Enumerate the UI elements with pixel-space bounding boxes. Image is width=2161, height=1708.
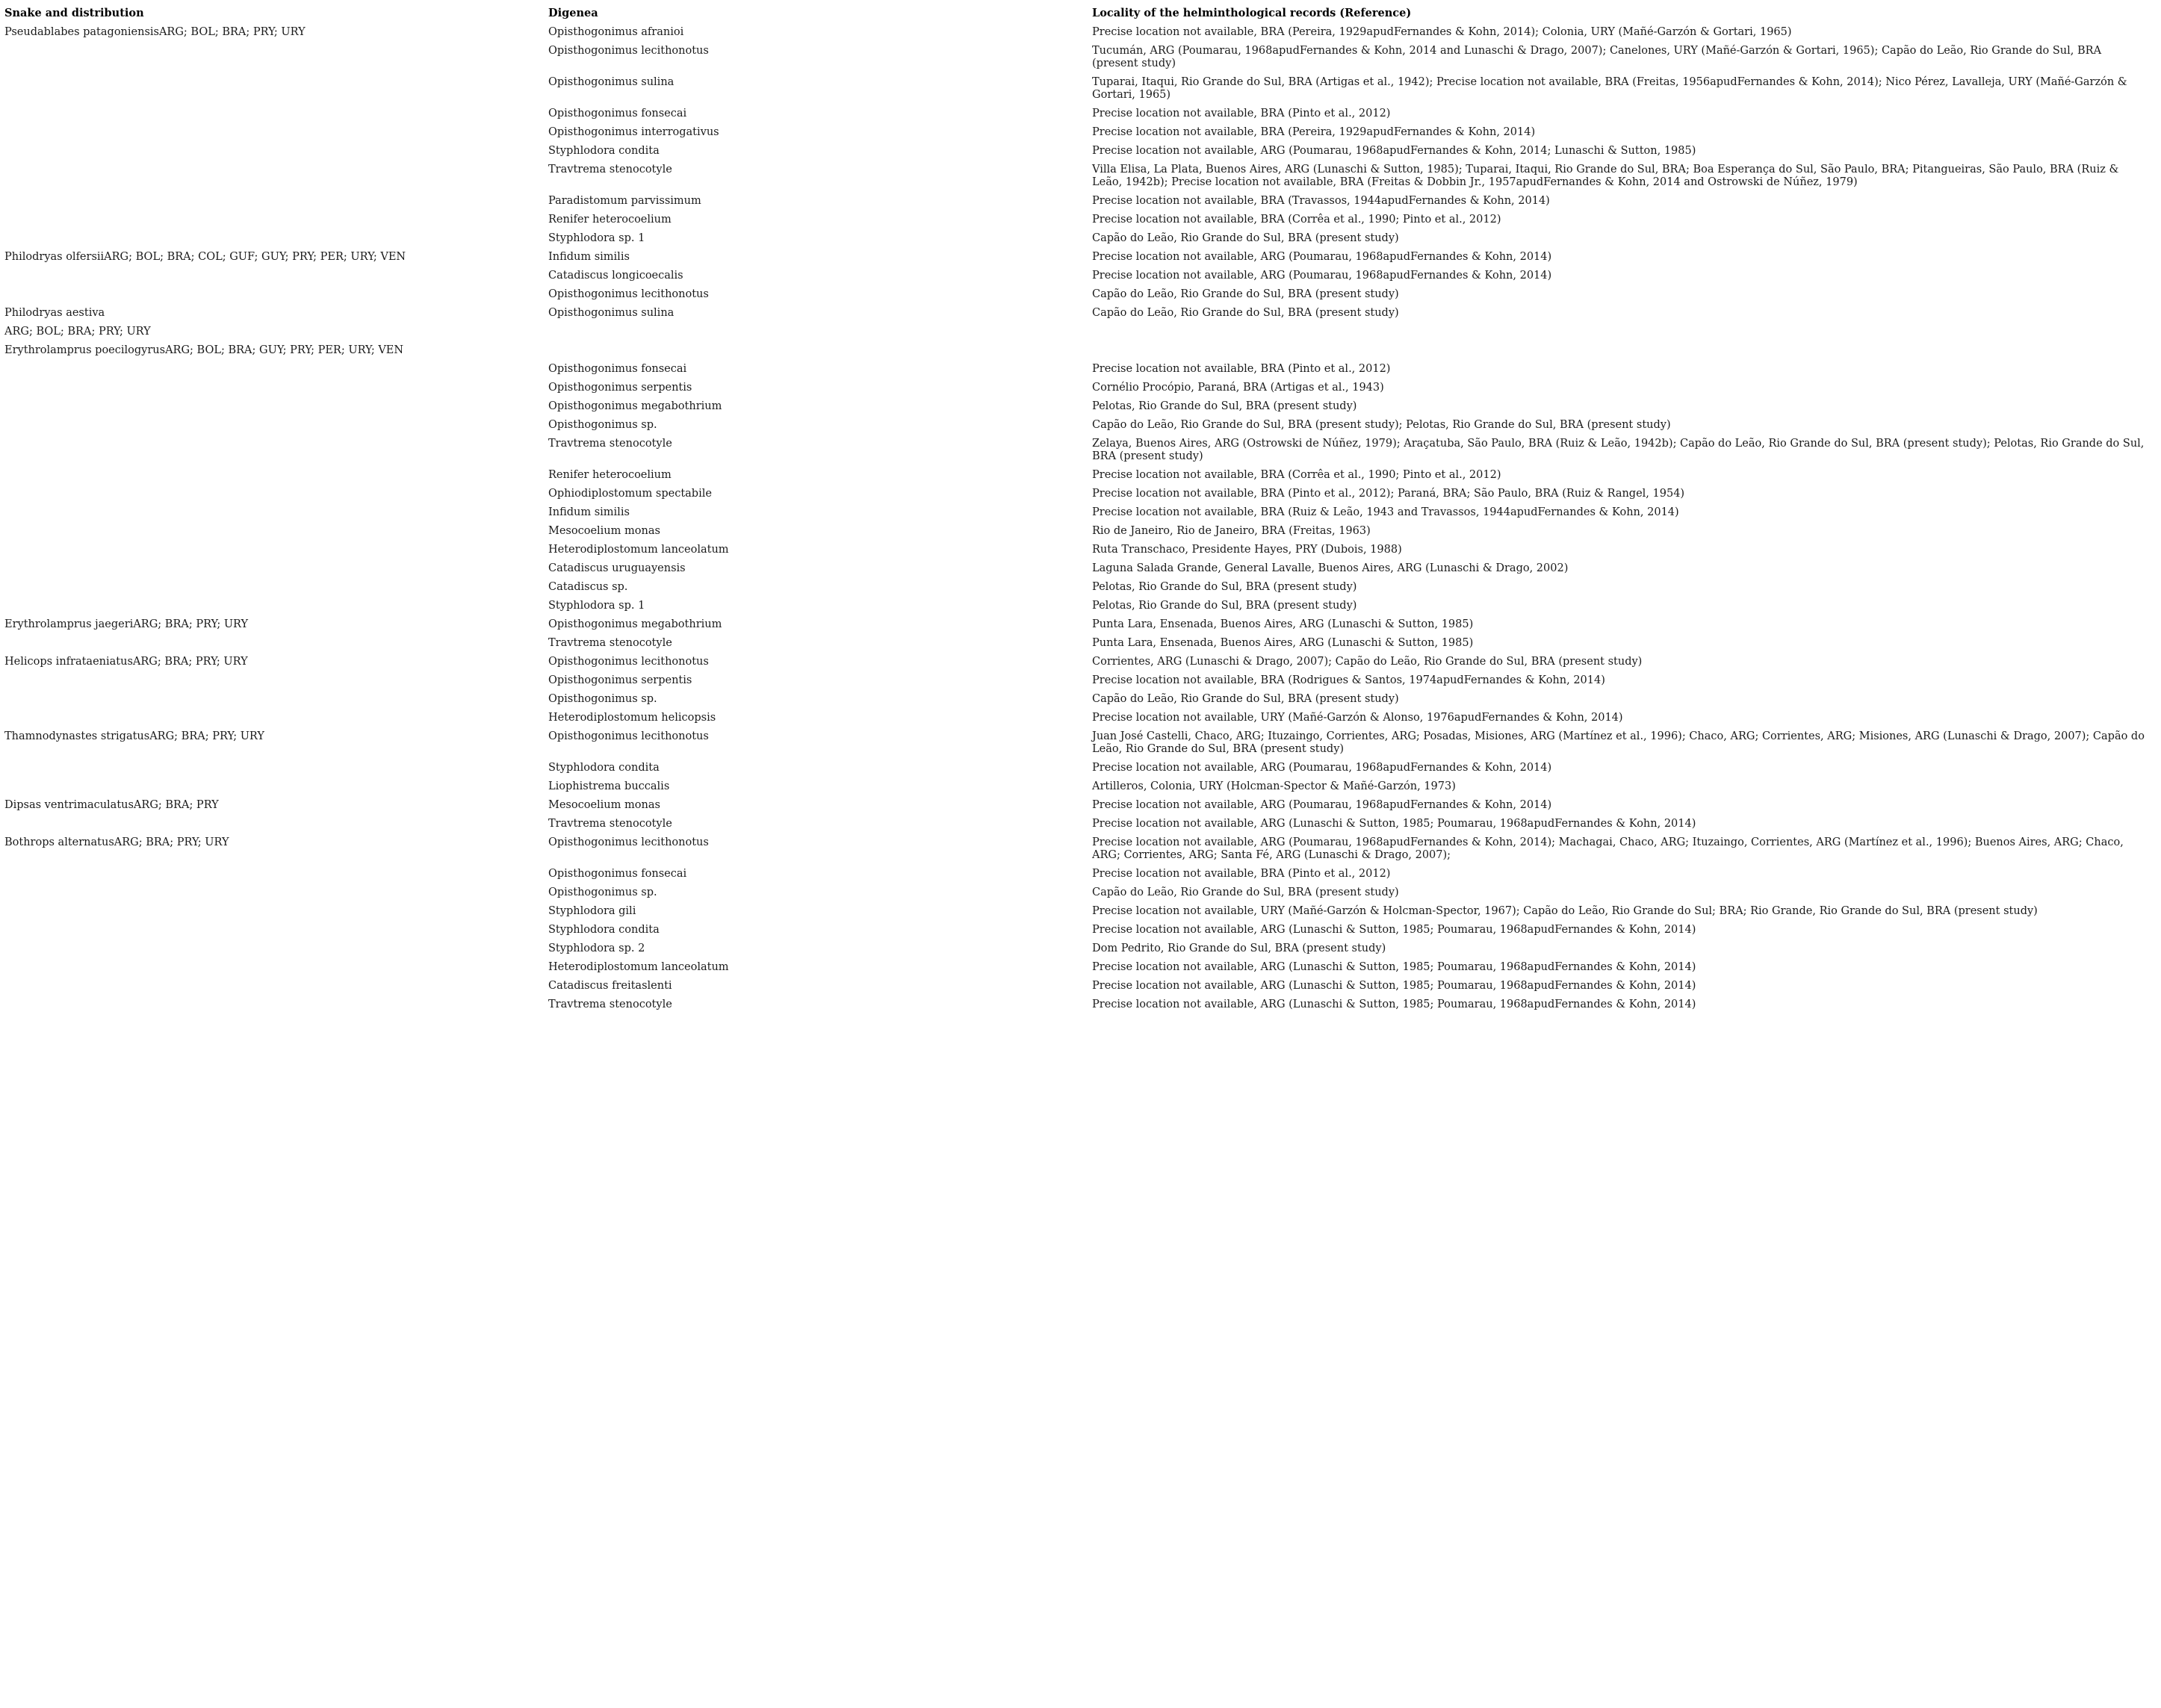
digenea-cell: Opisthogonimus lecithonotus (548, 656, 709, 668)
digenea-cell: Opisthogonimus megabothrium (548, 618, 722, 630)
snake-cell (4, 690, 548, 709)
locality-cell: Zelaya, Buenos Aires, ARG (Ostrowski de Núñez, 1979); Araçatuba, São Paulo, BRA (Ruiz & Leão, 1942b); Capão do Leão, Rio Grande do Sul, BRA (present study); Pelotas, Rio Grande do Sul, BRA (present study) (1092, 438, 2145, 462)
table-row (4, 727, 2156, 759)
snake-cell (4, 360, 548, 379)
snake-cell (4, 503, 548, 522)
table-row (4, 634, 2156, 653)
snake-cell: Erythrolamprus poecilogyrusARG; BOL; BRA; GUY; PRY; PER; URY; VEN (4, 344, 404, 356)
table-row (4, 435, 2156, 466)
snake-cell (4, 940, 548, 958)
digenea-cell: Styphlodora condita (548, 924, 660, 936)
snake-cell (4, 958, 548, 977)
table-row (4, 211, 2156, 229)
snake-cell (4, 977, 548, 996)
table-row (4, 709, 2156, 727)
digenea-cell (548, 323, 1092, 341)
locality-cell: Villa Elisa, La Plata, Buenos Aires, ARG (Lunaschi & Sutton, 1985); Tuparai, Itaqui, Rio Grande do Sul, BRA; Boa Esperança do Sul, São Paulo, BRA; Pitangueiras, São Paulo, BRA (Ruiz & Leão, 1942b); Precise location not available, BRA (Freitas & Dobbin Jr., 1957apudFernandes & Kohn, 2014 and Ostrowski de Núñez, 1979) (1092, 164, 2119, 188)
table-row (4, 105, 2156, 123)
snake-cell: Thamnodynastes strigatusARG; BRA; PRY; URY (4, 730, 264, 742)
table-row (4, 323, 2156, 341)
digenea-cell: Opisthogonimus fonsecai (548, 363, 687, 375)
table-row (4, 360, 2156, 379)
snake-cell: Philodryas olfersiiARG; BOL; BRA; COL; GUF; GUY; PRY; PER; URY; VEN (4, 251, 406, 263)
snake-cell (4, 883, 548, 902)
snake-cell: Dipsas ventrimaculatusARG; BRA; PRY (4, 799, 219, 811)
digenea-cell: Opisthogonimus interrogativus (548, 126, 719, 138)
table-row (4, 671, 2156, 690)
snake-cell (4, 578, 548, 597)
digenea-cell: Styphlodora condita (548, 145, 660, 157)
locality-cell: Corrientes, ARG (Lunaschi & Drago, 2007); Capão do Leão, Rio Grande do Sul, BRA (present study) (1092, 656, 1643, 668)
locality-cell: Juan José Castelli, Chaco, ARG; Ituzaingo, Corrientes, ARG; Posadas, Misiones, ARG (Martínez et al., 1996); Chaco, ARG; Corrientes, ARG; Misiones, ARG (Lunaschi & Drago, 2007); Capão do Leão, Rio Grande do Sul, BRA (present study) (1092, 730, 2145, 755)
locality-cell: Precise location not available, BRA (Corrêa et al., 1990; Pinto et al., 2012) (1092, 214, 1501, 226)
header-digenea: Digenea (548, 7, 598, 19)
snake-cell: Philodryas aestiva (4, 307, 105, 319)
locality-cell: Precise location not available, BRA (Pinto et al., 2012); Paraná, BRA; São Paulo, BRA (Ruiz & Rangel, 1954) (1092, 488, 1685, 500)
locality-cell: Capão do Leão, Rio Grande do Sul, BRA (present study); Pelotas, Rio Grande do Sul, BRA (present study) (1092, 419, 1671, 431)
digenea-cell: Paradistomum parvissimum (548, 195, 701, 207)
locality-cell: Precise location not available, URY (Mañé-Garzón & Alonso, 1976apudFernandes & Kohn, 2014) (1092, 712, 1623, 724)
table-row (4, 865, 2156, 883)
snake-cell (4, 759, 548, 777)
table-header-row (4, 4, 2156, 23)
locality-cell: Ruta Transchaco, Presidente Hayes, PRY (Dubois, 1988) (1092, 544, 1402, 556)
table-row (4, 690, 2156, 709)
table-row (4, 559, 2156, 578)
table-row (4, 73, 2156, 105)
locality-cell: Precise location not available, ARG (Poumarau, 1968apudFernandes & Kohn, 2014; Lunaschi & Sutton, 1985) (1092, 145, 1696, 157)
snake-cell (4, 777, 548, 796)
locality-cell: Precise location not available, ARG (Lunaschi & Sutton, 1985; Poumarau, 1968apudFernandes & Kohn, 2014) (1092, 818, 1696, 830)
header-locality: Locality of the helminthological records (Reference) (1092, 7, 1412, 19)
table-row (4, 503, 2156, 522)
locality-cell: Capão do Leão, Rio Grande do Sul, BRA (present study) (1092, 288, 1399, 300)
snake-cell (4, 105, 548, 123)
locality-cell: Tuparai, Itaqui, Rio Grande do Sul, BRA (Artigas et al., 1942); Precise location not available, BRA (Freitas, 1956apudFernandes & Kohn, 2014); Nico Pérez, Lavalleja, URY (Mañé-Garzón & Gortari, 1965) (1092, 76, 2127, 101)
table-row (4, 796, 2156, 815)
table-row (4, 996, 2156, 1014)
table-row (4, 541, 2156, 559)
locality-cell: Pelotas, Rio Grande do Sul, BRA (present study) (1092, 600, 1357, 612)
digenea-cell: Opisthogonimus sulina (548, 76, 675, 88)
digenea-cell: Styphlodora condita (548, 762, 660, 774)
table-row (4, 958, 2156, 977)
snake-cell (4, 267, 548, 285)
snake-cell: Pseudablabes patagoniensisARG; BOL; BRA; PRY; URY (4, 26, 306, 38)
table-body (4, 23, 2156, 1014)
table-row (4, 142, 2156, 161)
snake-cell (4, 73, 548, 105)
snake-cell: Erythrolamprus jaegeriARG; BRA; PRY; URY (4, 618, 249, 630)
digenea-cell: Opisthogonimus sp. (548, 693, 657, 705)
snake-cell (4, 123, 548, 142)
snake-cell (4, 161, 548, 192)
locality-cell: Precise location not available, ARG (Poumarau, 1968apudFernandes & Kohn, 2014) (1092, 270, 1552, 282)
snake-cell (4, 671, 548, 690)
digenea-cell: Travtrema stenocotyle (548, 637, 672, 649)
snake-cell (4, 709, 548, 727)
locality-cell: Precise location not available, BRA (Pinto et al., 2012) (1092, 363, 1391, 375)
table-row (4, 192, 2156, 211)
table-row (4, 902, 2156, 921)
header-snake: Snake and distribution (4, 7, 144, 19)
locality-cell: Pelotas, Rio Grande do Sul, BRA (present study) (1092, 400, 1357, 412)
locality-cell: Precise location not available, ARG (Lunaschi & Sutton, 1985; Poumarau, 1968apudFernandes & Kohn, 2014) (1092, 980, 1696, 992)
digenea-cell: Catadiscus longicoecalis (548, 270, 683, 282)
locality-cell: Precise location not available, BRA (Pereira, 1929apudFernandes & Kohn, 2014); Colonia, URY (Mañé-Garzón & Gortari, 1965) (1092, 26, 1792, 38)
locality-cell: Laguna Salada Grande, General Lavalle, Buenos Aires, ARG (Lunaschi & Drago, 2002) (1092, 562, 1569, 574)
table-row (4, 485, 2156, 503)
table-row (4, 653, 2156, 671)
table-row (4, 416, 2156, 435)
table-row (4, 248, 2156, 267)
digenea-cell: Opisthogonimus serpentis (548, 382, 692, 394)
locality-cell (1092, 341, 2156, 360)
table-row (4, 977, 2156, 996)
digenea-cell: Opisthogonimus afranioi (548, 26, 684, 38)
digenea-cell: Opisthogonimus sp. (548, 886, 657, 898)
locality-cell: Precise location not available, BRA (Corrêa et al., 1990; Pinto et al., 2012) (1092, 469, 1501, 481)
digenea-cell: Catadiscus uruguayensis (548, 562, 686, 574)
table-row (4, 23, 2156, 42)
digenea-cell: Travtrema stenocotyle (548, 438, 672, 450)
digenea-cell: Travtrema stenocotyle (548, 999, 672, 1010)
table-row (4, 597, 2156, 615)
table-row (4, 304, 2156, 323)
locality-cell: Pelotas, Rio Grande do Sul, BRA (present study) (1092, 581, 1357, 593)
locality-cell: Cornélio Procópio, Paraná, BRA (Artigas et al., 1943) (1092, 382, 1384, 394)
locality-cell: Precise location not available, ARG (Poumarau, 1968apudFernandes & Kohn, 2014) (1092, 251, 1552, 263)
snake-cell (4, 921, 548, 940)
locality-cell (1092, 323, 2156, 341)
digenea-cell: Styphlodora gili (548, 905, 636, 917)
snake-cell (4, 559, 548, 578)
snake-cell (4, 485, 548, 503)
digenea-cell: Opisthogonimus megabothrium (548, 400, 722, 412)
locality-cell: Precise location not available, URY (Mañé-Garzón & Holcman-Spector, 1967); Capão do Leão, Rio Grande do Sul; BRA; Rio Grande, Rio Grande do Sul, BRA (present study) (1092, 905, 2038, 917)
locality-cell: Tucumán, ARG (Poumarau, 1968apudFernandes & Kohn, 2014 and Lunaschi & Drago, 2007); Canelones, URY (Mañé-Garzón & Gortari, 1965); Capão do Leão, Rio Grande do Sul, BRA (present study) (1092, 45, 2102, 69)
table-row (4, 161, 2156, 192)
table-row (4, 615, 2156, 634)
table-row (4, 759, 2156, 777)
helminth-records-table (4, 4, 2156, 1014)
table-row (4, 229, 2156, 248)
table-row (4, 267, 2156, 285)
digenea-cell: Liophistrema buccalis (548, 780, 670, 792)
table-row (4, 522, 2156, 541)
locality-cell: Precise location not available, BRA (Ruiz & Leão, 1943 and Travassos, 1944apudFernandes & Kohn, 2014) (1092, 506, 1679, 518)
snake-cell (4, 435, 548, 466)
digenea-cell: Infidum similis (548, 506, 630, 518)
table-row (4, 815, 2156, 833)
digenea-cell: Opisthogonimus lecithonotus (548, 730, 709, 742)
snake-cell: Helicops infrataeniatusARG; BRA; PRY; URY (4, 656, 248, 668)
snake-cell (4, 597, 548, 615)
digenea-cell: Infidum similis (548, 251, 630, 263)
digenea-cell: Heterodiplostomum lanceolatum (548, 544, 729, 556)
locality-cell: Precise location not available, ARG (Lunaschi & Sutton, 1985; Poumarau, 1968apudFernandes & Kohn, 2014) (1092, 924, 1696, 936)
digenea-cell: Ophiodiplostomum spectabile (548, 488, 712, 500)
digenea-cell: Opisthogonimus lecithonotus (548, 288, 709, 300)
table-row (4, 341, 2156, 360)
locality-cell: Precise location not available, ARG (Poumarau, 1968apudFernandes & Kohn, 2014) (1092, 762, 1552, 774)
locality-cell: Punta Lara, Ensenada, Buenos Aires, ARG (Lunaschi & Sutton, 1985) (1092, 637, 1474, 649)
snake-cell (4, 211, 548, 229)
snake-cell (4, 379, 548, 397)
table-row (4, 466, 2156, 485)
digenea-cell: Opisthogonimus sulina (548, 307, 675, 319)
table-row (4, 833, 2156, 865)
table-row (4, 42, 2156, 73)
digenea-cell: Mesocoelium monas (548, 525, 660, 537)
locality-cell: Capão do Leão, Rio Grande do Sul, BRA (present study) (1092, 886, 1399, 898)
digenea-cell: Styphlodora sp. 1 (548, 232, 645, 244)
digenea-cell: Travtrema stenocotyle (548, 818, 672, 830)
digenea-cell: Heterodiplostomum lanceolatum (548, 961, 729, 973)
digenea-cell: Renifer heterocoelium (548, 469, 672, 481)
locality-cell: Precise location not available, BRA (Pinto et al., 2012) (1092, 868, 1391, 880)
locality-cell: Precise location not available, ARG (Poumarau, 1968apudFernandes & Kohn, 2014); Machagai, Chaco, ARG; Ituzaingo, Corrientes, ARG (Martínez et al., 1996); Buenos Aires, ARG; Chaco, ARG; Corrientes, ARG; Santa Fé, ARG (Lunaschi & Drago, 2007); (1092, 836, 2124, 861)
table-row (4, 379, 2156, 397)
table-row (4, 777, 2156, 796)
digenea-cell: Catadiscus freitaslenti (548, 980, 672, 992)
locality-cell: Dom Pedrito, Rio Grande do Sul, BRA (present study) (1092, 942, 1386, 954)
snake-cell (4, 142, 548, 161)
digenea-cell: Styphlodora sp. 1 (548, 600, 645, 612)
snake-cell (4, 397, 548, 416)
snake-cell: Bothrops alternatusARG; BRA; PRY; URY (4, 836, 229, 848)
digenea-cell: Opisthogonimus lecithonotus (548, 836, 709, 848)
snake-cell (4, 815, 548, 833)
digenea-cell: Heterodiplostomum helicopsis (548, 712, 716, 724)
locality-cell: Precise location not available, ARG (Lunaschi & Sutton, 1985; Poumarau, 1968apudFernandes & Kohn, 2014) (1092, 999, 1696, 1010)
digenea-cell (548, 341, 1092, 360)
table-row (4, 285, 2156, 304)
digenea-cell: Opisthogonimus fonsecai (548, 868, 687, 880)
snake-cell (4, 42, 548, 73)
locality-cell: Rio de Janeiro, Rio de Janeiro, BRA (Freitas, 1963) (1092, 525, 1371, 537)
locality-cell: Punta Lara, Ensenada, Buenos Aires, ARG (Lunaschi & Sutton, 1985) (1092, 618, 1474, 630)
snake-cell (4, 522, 548, 541)
snake-cell (4, 865, 548, 883)
snake-cell (4, 416, 548, 435)
snake-cell (4, 634, 548, 653)
locality-cell: Precise location not available, BRA (Travassos, 1944apudFernandes & Kohn, 2014) (1092, 195, 1550, 207)
locality-cell: Precise location not available, BRA (Pinto et al., 2012) (1092, 108, 1391, 119)
digenea-cell: Opisthogonimus lecithonotus (548, 45, 709, 57)
digenea-cell: Travtrema stenocotyle (548, 164, 672, 176)
locality-cell: Precise location not available, ARG (Lunaschi & Sutton, 1985; Poumarau, 1968apudFernandes & Kohn, 2014) (1092, 961, 1696, 973)
locality-cell: Capão do Leão, Rio Grande do Sul, BRA (present study) (1092, 307, 1399, 319)
digenea-cell: Mesocoelium monas (548, 799, 660, 811)
snake-cell (4, 192, 548, 211)
table-row (4, 578, 2156, 597)
digenea-cell: Styphlodora sp. 2 (548, 942, 645, 954)
snake-cell (4, 229, 548, 248)
table-row (4, 940, 2156, 958)
snake-cell (4, 902, 548, 921)
snake-cell (4, 541, 548, 559)
digenea-cell: Opisthogonimus serpentis (548, 674, 692, 686)
snake-cell (4, 996, 548, 1014)
locality-cell: Precise location not available, ARG (Poumarau, 1968apudFernandes & Kohn, 2014) (1092, 799, 1552, 811)
digenea-cell: Opisthogonimus sp. (548, 419, 657, 431)
snake-cell (4, 285, 548, 304)
table-row (4, 883, 2156, 902)
snake-cell: ARG; BOL; BRA; PRY; URY (4, 326, 151, 338)
digenea-cell: Catadiscus sp. (548, 581, 628, 593)
snake-cell (4, 466, 548, 485)
table-row (4, 123, 2156, 142)
locality-cell: Capão do Leão, Rio Grande do Sul, BRA (present study) (1092, 232, 1399, 244)
digenea-cell: Opisthogonimus fonsecai (548, 108, 687, 119)
locality-cell: Capão do Leão, Rio Grande do Sul, BRA (present study) (1092, 693, 1399, 705)
table-row (4, 921, 2156, 940)
digenea-cell: Renifer heterocoelium (548, 214, 672, 226)
locality-cell: Precise location not available, BRA (Rodrigues & Santos, 1974apudFernandes & Kohn, 2014) (1092, 674, 1605, 686)
table-row (4, 397, 2156, 416)
locality-cell: Artilleros, Colonia, URY (Holcman-Spector & Mañé-Garzón, 1973) (1092, 780, 1456, 792)
locality-cell: Precise location not available, BRA (Pereira, 1929apudFernandes & Kohn, 2014) (1092, 126, 1536, 138)
